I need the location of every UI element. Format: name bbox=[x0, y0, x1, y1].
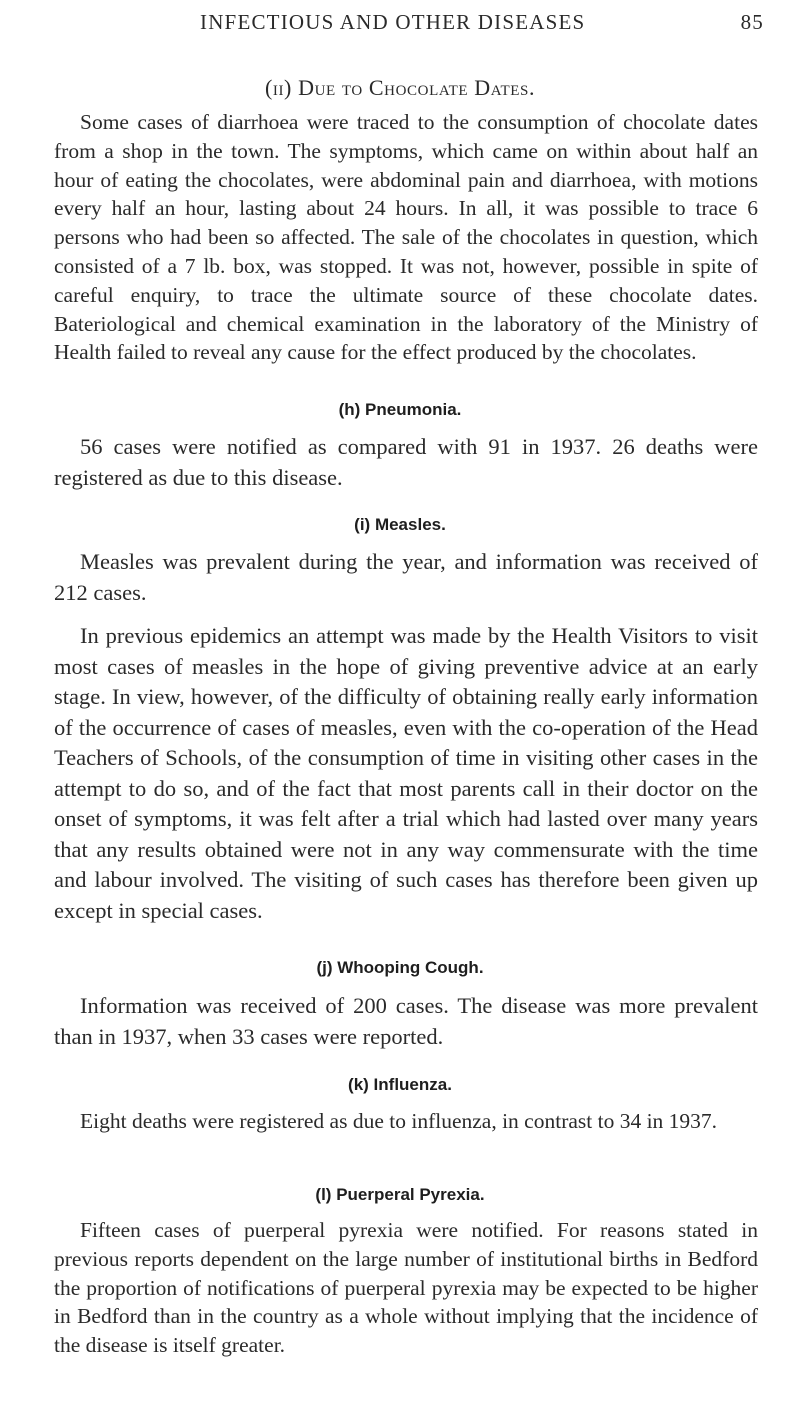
influenza-heading: (k) Influenza. bbox=[348, 1075, 452, 1094]
puerperal-pyrexia-heading: (l) Puerperal Pyrexia. bbox=[315, 1185, 485, 1204]
pneumonia-paragraph: 56 cases were notified as compared with 91 in 1937. 26 deaths were registered as due to this disease. bbox=[54, 434, 758, 490]
running-title: INFECTIOUS AND OTHER DISEASES bbox=[200, 10, 586, 34]
puerperal-pyrexia-paragraph: Fifteen cases of puerperal pyrexia were notified. For reasons stated in previous reports dependent on the large number of institutional births in Bedford the proportion of notifications of puerperal pyrexia may be expected to be higher in Bedford than in the country as a whole without implying that the incidence of the disease is itself greater. bbox=[54, 1218, 758, 1358]
chocolate-dates-paragraph: Some cases of diarrhoea were traced to the consumption of chocolate dates from a shop in the town. The symptoms, which came on within about half an hour of eating the chocolates, were abdominal pain and diarrhoea, with motions every half an hour, lasting about 24 hours. In all, it was possible to trace 6 persons who had been so affected. The sale of the chocolates in question, which consisted of a 7 lb. box, was stopped. It was not, however, possible in spite of careful enquiry, to trace the ultimate source of these chocolate dates. Bateriological and chemical examination in the laboratory of the Ministry of Health failed to reveal any cause for the effect produced by the chocolates. bbox=[54, 110, 758, 365]
whooping-cough-heading: (j) Whooping Cough. bbox=[316, 958, 484, 977]
chocolate-dates-heading: (ii) Due to Chocolate Dates. bbox=[264, 75, 536, 100]
measles-heading: (i) Measles. bbox=[354, 515, 446, 534]
influenza-paragraph: Eight deaths were registered as due to influenza, in contrast to 34 in 1937. bbox=[80, 1109, 718, 1133]
pneumonia-heading: (h) Pneumonia. bbox=[338, 400, 462, 419]
page-number: 85 bbox=[740, 10, 764, 34]
whooping-cough-paragraph: Information was received of 200 cases. The disease was more prevalent than in 1937, when 33 cases were reported. bbox=[54, 993, 758, 1049]
measles-paragraph-1: Measles was prevalent during the year, and information was received of 212 cases. bbox=[54, 549, 758, 605]
measles-paragraph-2: In previous epidemics an attempt was made by the Health Visitors to visit most cases of measles in the hope of giving preventive advice at an early stage. In view, however, of the difficulty of obtaining really early information of the occurrence of cases of measles, even with the co-operation of the Head Teachers of Schools, of the consumption of time in visiting other cases in the attempt to do so, and of the fact that most parents call in their doctor on the onset of symptoms, it was felt after a trial which had lasted over many years that any results obtained were not in any way commensurate with the time and labour involved. The visiting of such cases has therefore been given up except in special cases. bbox=[54, 623, 758, 923]
running-header bbox=[52, 6, 770, 36]
